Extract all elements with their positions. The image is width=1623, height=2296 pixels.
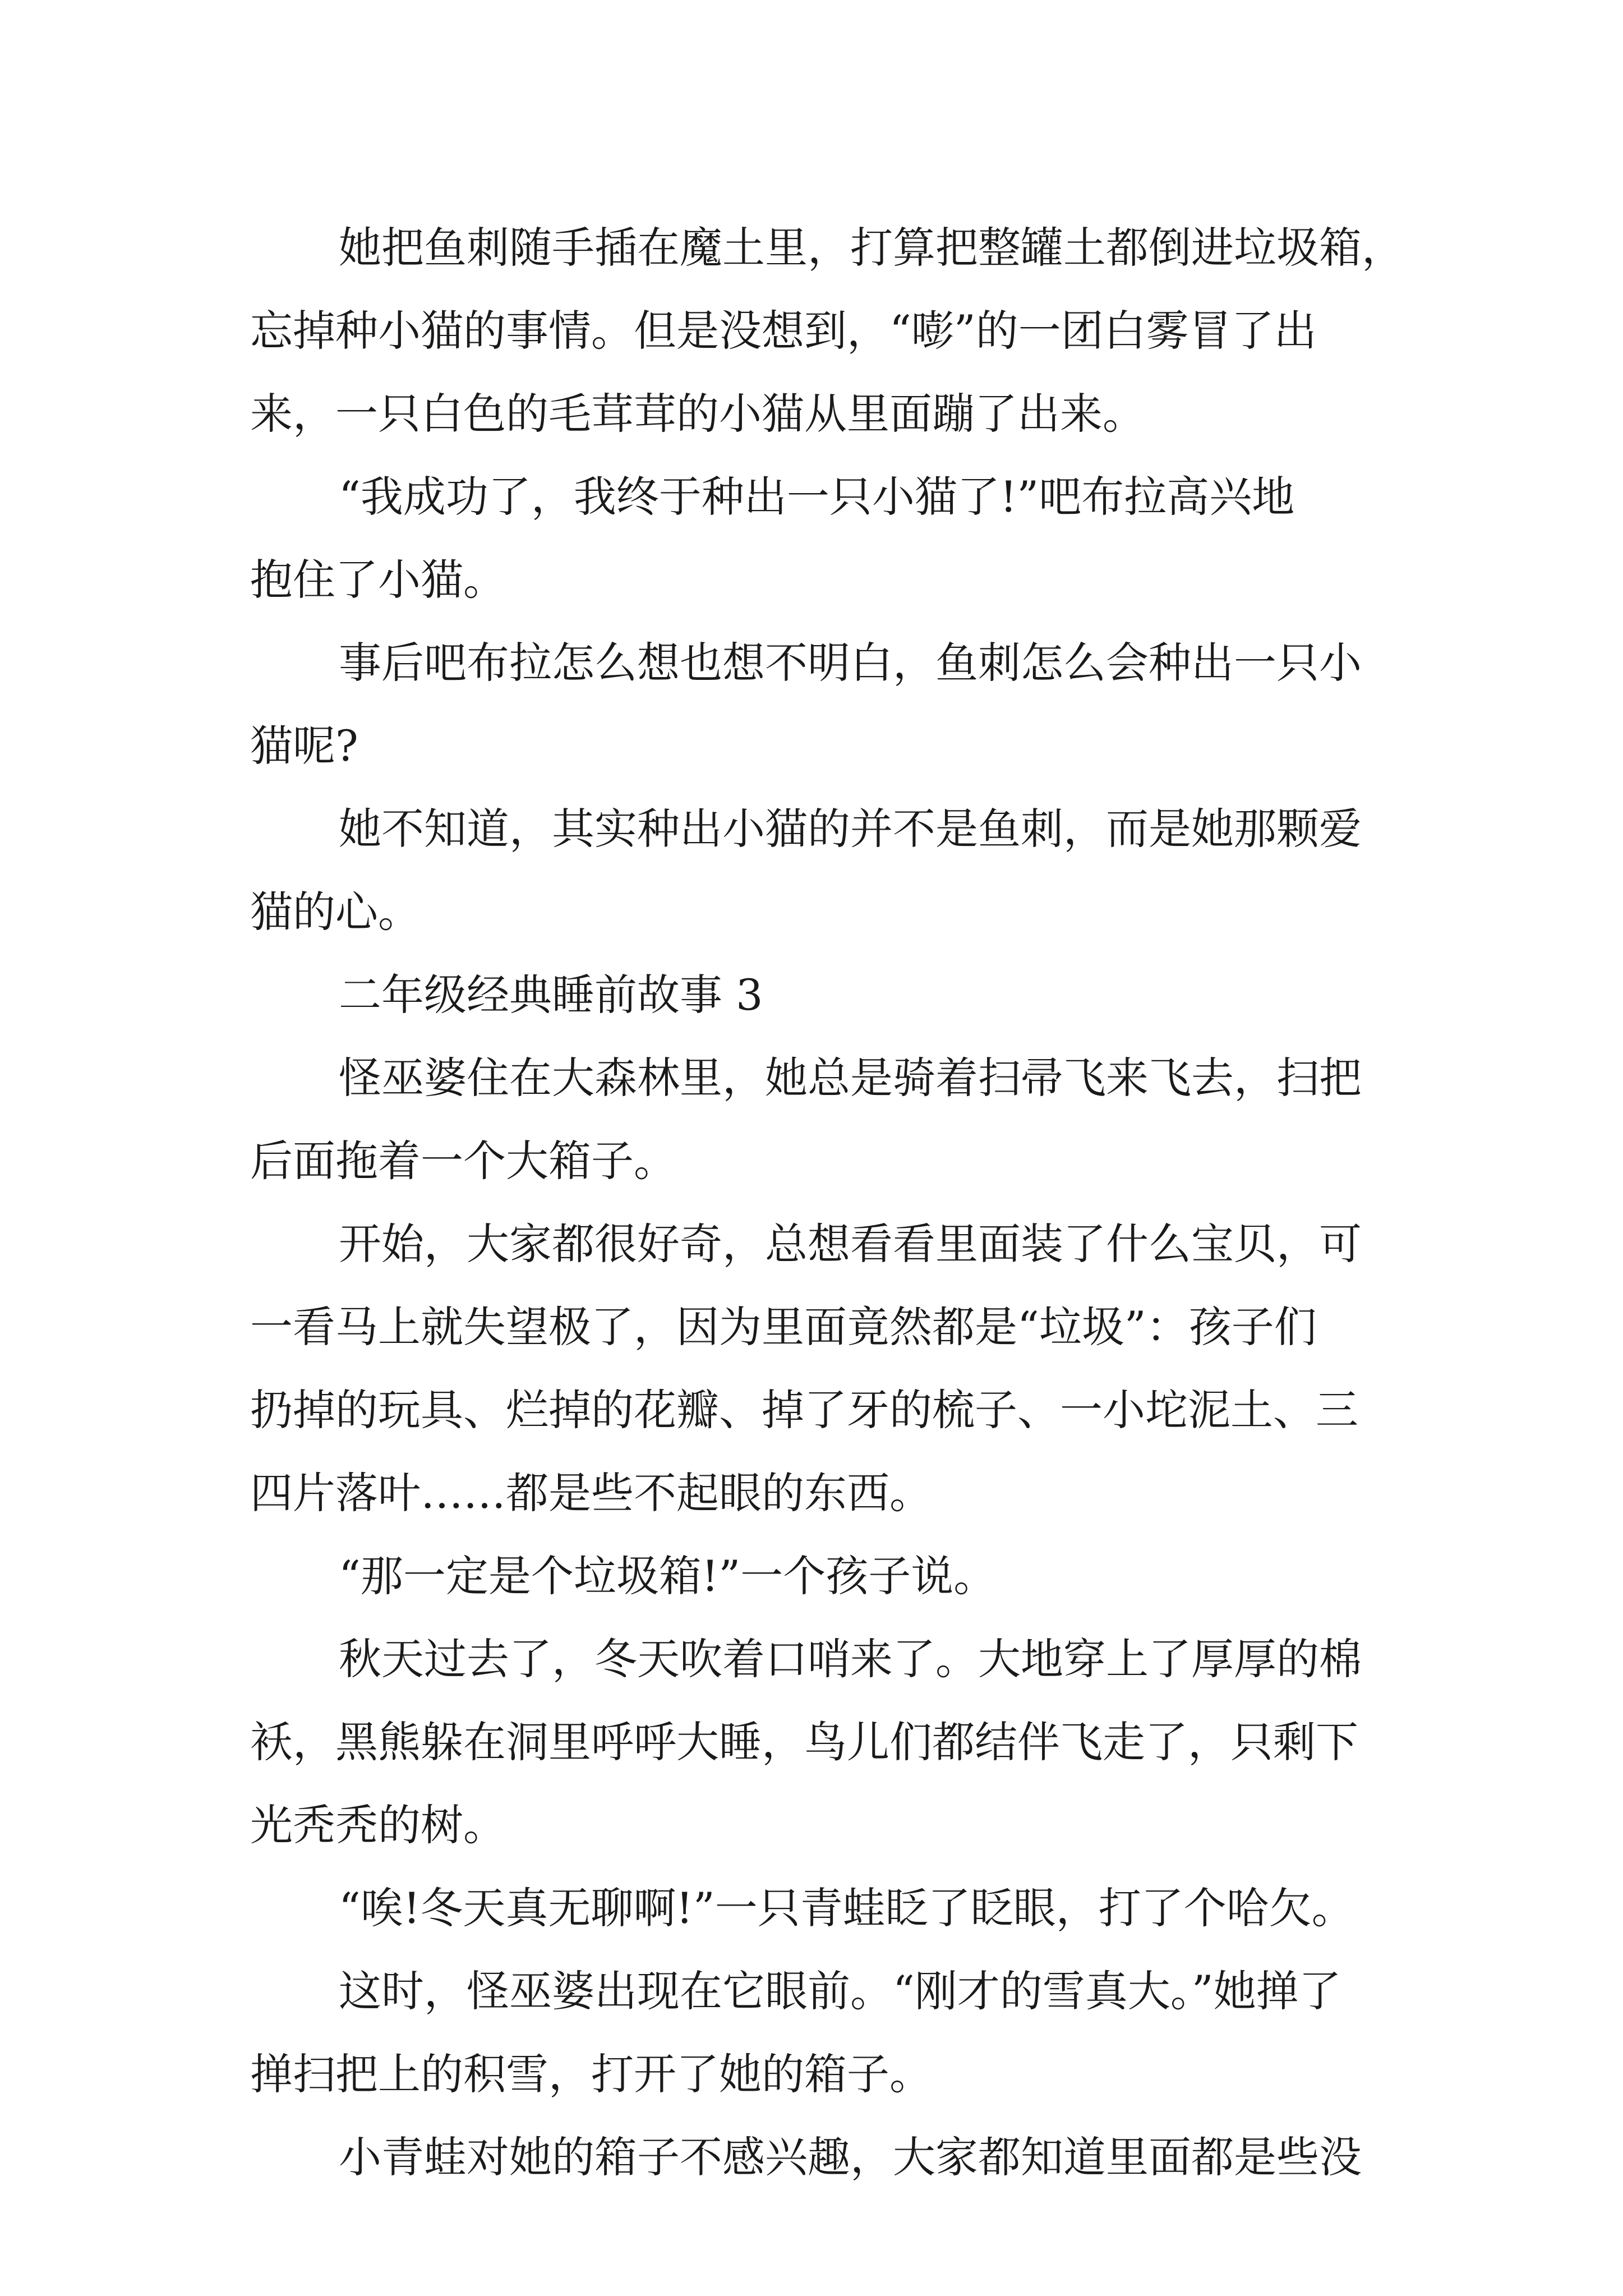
text-line: 她不知道，其实种出小猫的并不是鱼刺，而是她那颗爱 <box>339 804 1362 854</box>
text-line: 她把鱼刺随手插在魔土里，打算把整罐土都倒进垃圾箱， <box>339 223 1404 273</box>
text-line: 来，一只白色的毛茸茸的小猫从里面蹦了出来。 <box>250 389 1145 439</box>
text-line: 忘掉种小猫的事情。但是没想到，“嘭”的一团白雾冒了出 <box>250 306 1317 356</box>
text-line: 扔掉的玩具、烂掉的花瓣、掉了牙的梳子、一小坨泥土、三 <box>250 1385 1358 1435</box>
text-line: “我成功了，我终于种出一只小猫了!”吧布拉高兴地 <box>339 472 1295 522</box>
text-line: 掸扫把上的积雪，打开了她的箱子。 <box>250 2049 932 2099</box>
text-line: 抱住了小猫。 <box>250 555 506 605</box>
text-line: 猫的心。 <box>250 887 421 937</box>
text-line: 四片落叶……都是些不起眼的东西。 <box>250 1468 932 1518</box>
text-line: 一看马上就失望极了，因为里面竟然都是“垃圾”：孩子们 <box>250 1302 1317 1352</box>
text-line: 事后吧布拉怎么想也想不明白，鱼刺怎么会种出一只小 <box>339 638 1362 688</box>
text-line: 开始，大家都很好奇，总想看看里面装了什么宝贝，可 <box>339 1219 1362 1269</box>
text-line: “唉!冬天真无聊啊!”一只青蛙眨了眨眼，打了个哈欠。 <box>339 1883 1354 1933</box>
text-line: 光秃秃的树。 <box>250 1800 506 1850</box>
text-line: “那一定是个垃圾箱!”一个孩子说。 <box>339 1551 997 1601</box>
text-line: 后面拖着一个大箱子。 <box>250 1136 676 1186</box>
text-line: 猫呢? <box>250 721 358 771</box>
text-line: 袄，黑熊躲在洞里呼呼大睡，鸟儿们都结伴飞走了，只剩下 <box>250 1717 1358 1767</box>
text-line: 这时，怪巫婆出现在它眼前。“刚才的雪真大。”她掸了 <box>339 1966 1341 2016</box>
document-body <box>250 206 1484 2199</box>
text-line: 怪巫婆住在大森林里，她总是骑着扫帚飞来飞去，扫把 <box>339 1053 1362 1103</box>
section-heading: 二年级经典睡前故事 3 <box>339 970 763 1020</box>
text-line: 小青蛙对她的箱子不感兴趣，大家都知道里面都是些没 <box>339 2132 1362 2182</box>
text-line: 秋天过去了，冬天吹着口哨来了。大地穿上了厚厚的棉 <box>339 1634 1362 1684</box>
